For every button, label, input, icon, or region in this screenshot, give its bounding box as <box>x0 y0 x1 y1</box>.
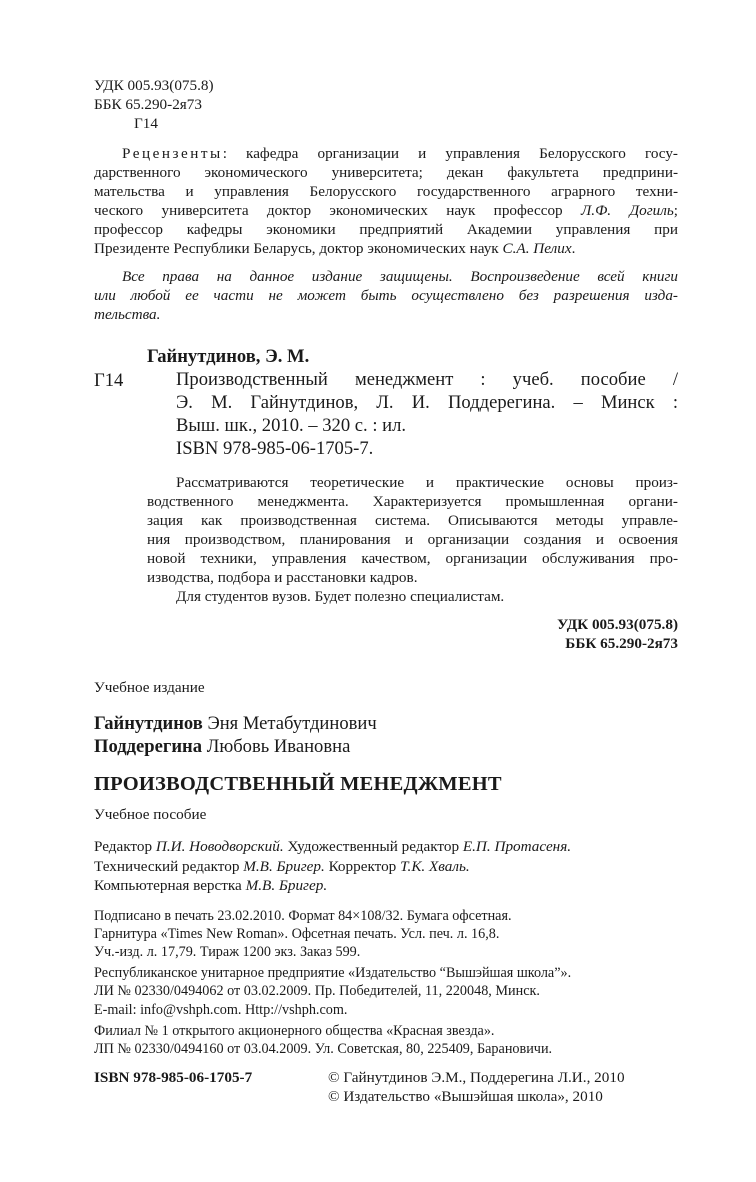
rights-notice <box>94 267 678 324</box>
isbn-copyright <box>94 1068 678 1108</box>
record-udc: УДК 005.93(075.8) <box>557 616 678 633</box>
technical-details <box>94 907 678 1059</box>
bibliographic-record <box>94 345 678 653</box>
book-type: Учебное пособие <box>94 806 207 823</box>
tech-line: Гарнитура «Times New Roman». Офсетная печать. Усл. печ. л. 16,8. <box>94 925 500 942</box>
rights-line: тельства. <box>94 306 161 323</box>
staff-line: Редактор П.И. Новодворский. Художественный редактор Е.П. Протасеня. <box>94 838 572 855</box>
printer-line: Филиал № 1 открытого акционерного общества «Красная звезда». <box>94 1022 495 1039</box>
reviewers-label: Рецензенты <box>122 145 223 162</box>
reviewers-line: ческого университета доктор экономических наук профессор Л.Ф. Догиль; <box>94 202 678 219</box>
reviewers-line: Президенте Республики Беларусь, доктор экономических наук С.А. Пелих. <box>94 240 576 257</box>
staff-line: Компьютерная верстка М.В. Бригер. <box>94 877 328 894</box>
record-bbk: ББК 65.290-2я73 <box>565 635 678 652</box>
bbk-code: ББК 65.290-2я73 <box>94 96 202 113</box>
description-line: Выш. шк., 2010. – 320 с. : ил. <box>176 415 407 436</box>
editorial-staff <box>94 837 678 896</box>
description-line: Производственный менеджмент : учеб. пособие / <box>176 369 678 390</box>
record-codes <box>94 615 678 653</box>
authors-full-names <box>94 712 678 758</box>
book-title: ПРОИЗВОДСТВЕННЫЙ МЕНЕДЖМЕНТ <box>94 773 502 795</box>
copyright-line: © Издательство «Вышэйшая школа», 2010 <box>328 1088 603 1106</box>
abstract-line: изводства, подбора и расстановки кадров. <box>147 569 418 586</box>
rights-line: Все права на данное издание защищены. Воспроизведение всей книги <box>122 268 678 285</box>
publisher-line: Республиканское унитарное предприятие «Издательство “Вышэйшая школа”». <box>94 965 572 982</box>
abstract-line: ния производством, планирования и организации создания и освоения <box>147 531 678 548</box>
reviewers-line: профессор кафедры экономики предприятий Академии управления при <box>94 221 678 238</box>
tech-line: Уч.-изд. л. 17,79. Тираж 1200 экз. Заказ 599. <box>94 943 361 960</box>
isbn: ISBN 978-985-06-1705-7 <box>94 1069 253 1087</box>
reviewer-name: С.А. Пелих <box>502 240 572 257</box>
book-imprint-page <box>94 76 678 1108</box>
edition-type: Учебное издание <box>94 679 205 696</box>
publisher-line: ЛИ № 02330/0494062 от 03.02.2009. Пр. Победителей, 11, 220048, Минск. <box>94 983 540 1000</box>
copyright-line: © Гайнутдинов Э.М., Поддерегина Л.И., 2010 <box>328 1069 625 1087</box>
cataloguing-codes <box>94 76 678 133</box>
tech-line: Подписано в печать 23.02.2010. Формат 84×108/32. Бумага офсетная. <box>94 907 512 924</box>
publisher-line: E-mail: info@vshph.com. Http://vshph.com. <box>94 1001 348 1018</box>
staff-line: Технический редактор М.В. Бригер. Корректор Т.К. Хваль. <box>94 857 470 875</box>
author-sign: Г14 <box>134 115 158 132</box>
reviewers-line: Рецензенты: кафедра организации и управления Белорусского госу- <box>122 145 678 162</box>
description-line: Э. М. Гайнутдинов, Л. И. Поддерегина. – Минск : <box>176 392 678 413</box>
reviewers-line: мательства и управления Белорусского государственного аграрного техни- <box>94 183 678 200</box>
abstract-line: зация как производственная система. Описываются методы управле- <box>147 512 678 529</box>
author-full-name: Гайнутдинов Эня Метабутдинович <box>94 713 377 734</box>
record-abstract <box>94 473 678 606</box>
reviewers-paragraph <box>94 144 678 258</box>
record-author: Гайнутдинов, Э. М. <box>147 346 310 367</box>
record-audience: Для студентов вузов. Будет полезно специалистам. <box>176 588 505 605</box>
printer-line: ЛП № 02330/0494160 от 03.04.2009. Ул. Советская, 80, 225409, Барановичи. <box>94 1040 553 1057</box>
reviewers-line: дарственного экономического университета; декан факультета предприни- <box>94 164 678 181</box>
author-full-name: Поддерегина Любовь Ивановна <box>94 736 351 757</box>
copyright-block <box>328 1068 625 1106</box>
record-isbn: ISBN 978-985-06-1705-7. <box>176 438 374 459</box>
abstract-line: водственного менеджмента. Характеризуется промышленная органи- <box>147 493 678 510</box>
udc-code: УДК 005.93(075.8) <box>94 77 214 94</box>
record-description <box>94 368 678 460</box>
rights-line: или любой ее части не может быть осуществлено без разрешения изда- <box>94 287 678 304</box>
abstract-line: новой техники, управления качеством, организации обслуживания про- <box>147 550 678 567</box>
record-author-sign: Г14 <box>94 370 124 391</box>
abstract-line: Рассматриваются теоретические и практические основы произ- <box>176 474 678 491</box>
reviewer-name: Л.Ф. Догиль <box>581 202 674 219</box>
